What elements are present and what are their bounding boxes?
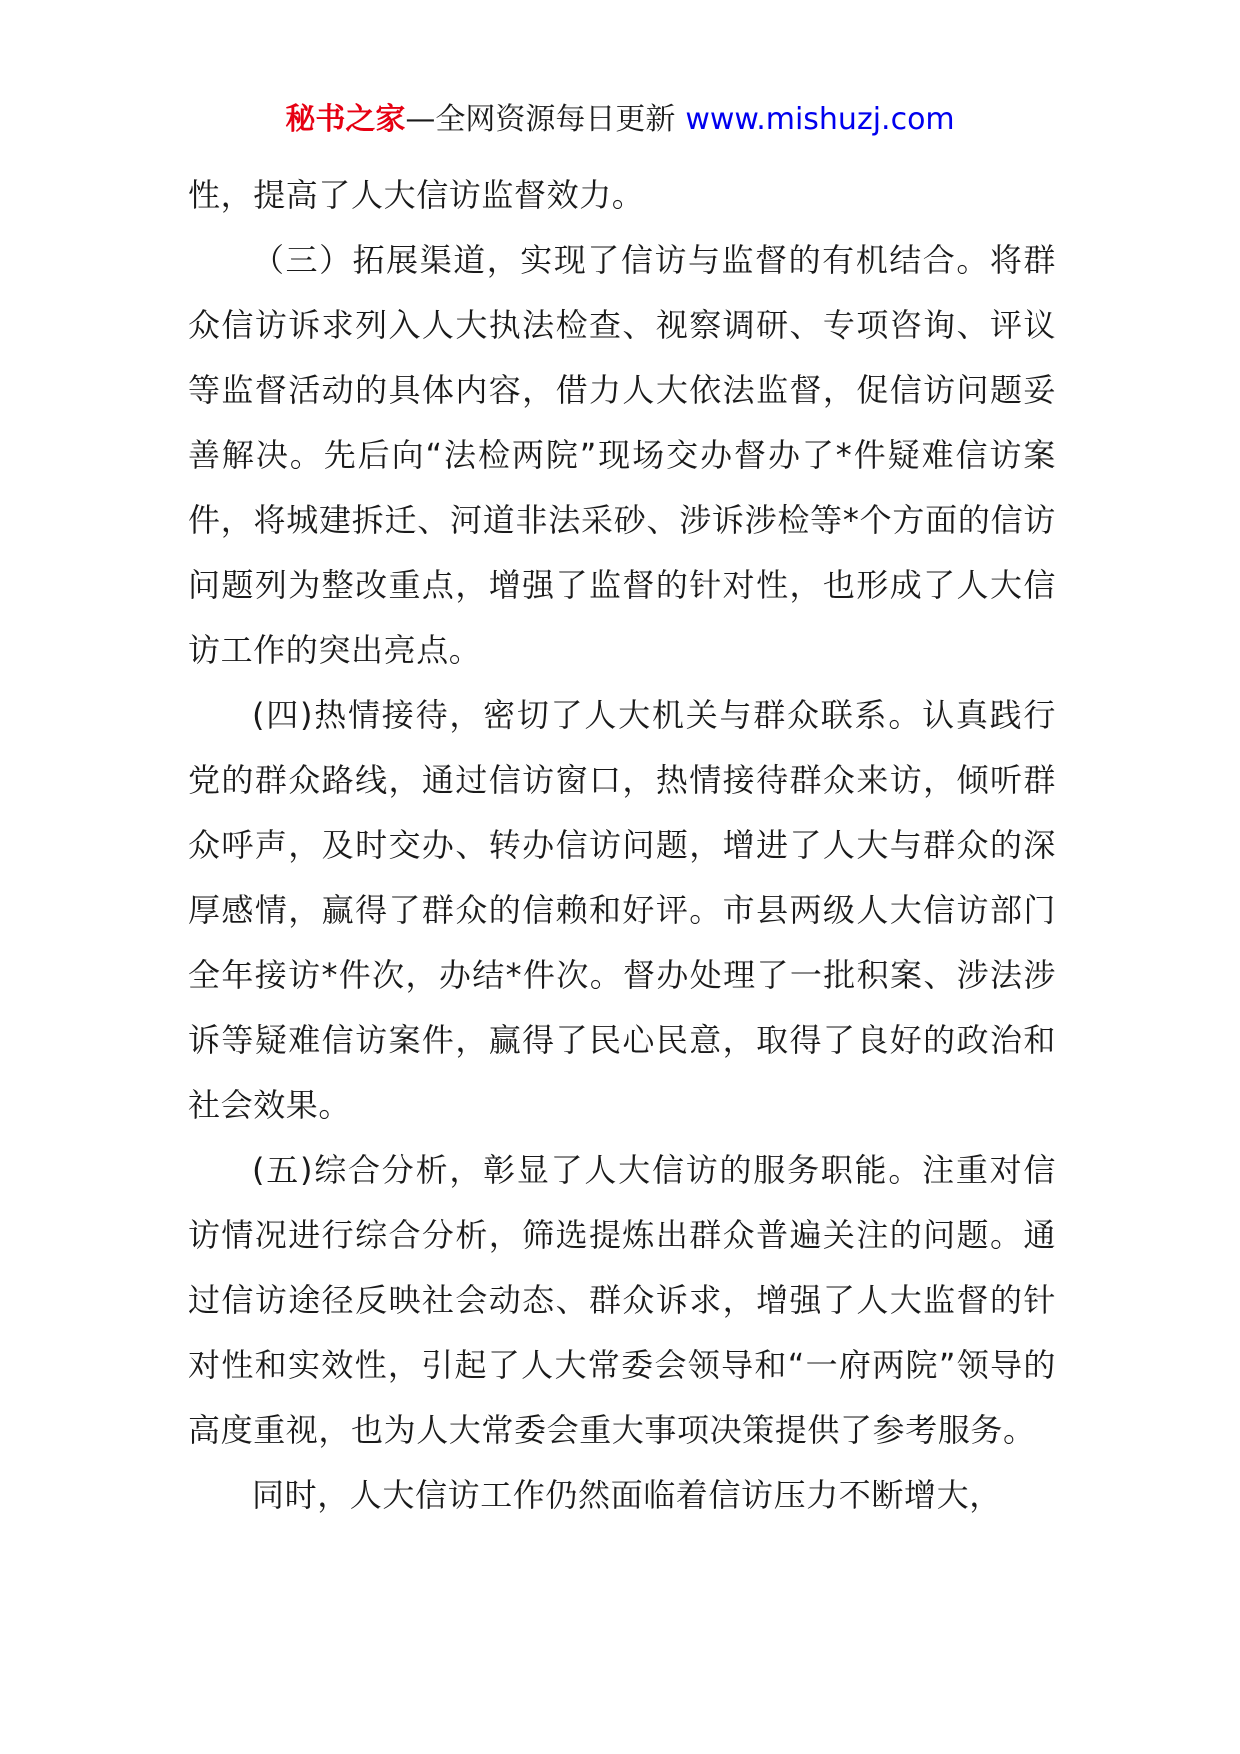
header-slogan: —全网资源每日更新: [405, 102, 676, 137]
paragraph-section-3: （三）拓展渠道，实现了信访与监督的有机结合。将群众信访诉求列入人大执法检查、视察调研、专项咨询、评议等监督活动的具体内容，借力人大依法监督，促信访问题妥善解决。先后向“法检两院”现场交办督办了*件疑难信访案件，将城建拆迁、河道非法采砂、涉诉涉检等*个方面的信访问题列为整改重点，增强了监督的针对性，也形成了人大信访工作的突出亮点。: [188, 241, 1056, 669]
paragraph-continued: 性，提高了人大信访监督效力。: [188, 176, 645, 214]
paragraph-closing: 同时，人大信访工作仍然面临着信访压力不断增大，: [252, 1476, 1002, 1514]
document-body: [188, 163, 1056, 1528]
page-header: [0, 100, 1240, 140]
website-link[interactable]: www.mishuzj.com: [685, 102, 955, 137]
brand-name: 秘书之家: [285, 102, 406, 137]
paragraph-section-4: (四)热情接待，密切了人大机关与群众联系。认真践行党的群众路线，通过信访窗口，热情接待群众来访，倾听群众呼声，及时交办、转办信访问题，增进了人大与群众的深厚感情，赢得了群众的信赖和好评。市县两级人大信访部门全年接访*件次，办结*件次。督办处理了一批积案、涉法涉诉等疑难信访案件，赢得了民心民意，取得了良好的政治和社会效果。: [188, 696, 1056, 1124]
paragraph-section-5: (五)综合分析，彰显了人大信访的服务职能。注重对信访情况进行综合分析，筛选提炼出群众普遍关注的问题。通过信访途径反映社会动态、群众诉求，增强了人大监督的针对性和实效性，引起了人大常委会领导和“一府两院”领导的高度重视，也为人大常委会重大事项决策提供了参考服务。: [188, 1151, 1056, 1449]
